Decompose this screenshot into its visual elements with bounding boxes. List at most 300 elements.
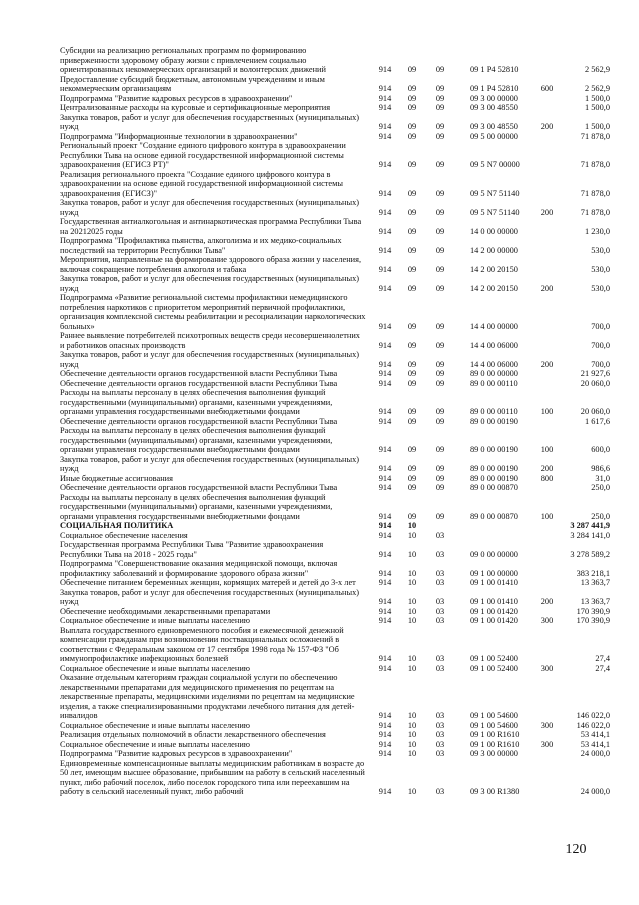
subsection-code: 09 xyxy=(435,245,445,255)
subsection-code: 03 xyxy=(435,597,445,606)
amount: 146 022,0 xyxy=(576,720,610,730)
amount: 3 287 441,9 xyxy=(570,521,610,530)
amount: 53 414,1 xyxy=(580,730,610,739)
section-code: 09 xyxy=(407,65,417,74)
item-name: Расходы на выплаты персоналу в целях обеспечения выполнения функций государственными (муниципальными) органами, казенными учреждениями, органами управления государственными внебюджетными фондами xyxy=(60,426,333,454)
table-row xyxy=(60,493,610,522)
item-name: Мероприятия, направленные на формирование здорового образа жизни у населения, включая сокращение потребления алкоголя и табака xyxy=(60,255,362,274)
subsection-code: 09 xyxy=(435,93,445,103)
ministry-code: 914 xyxy=(378,711,392,720)
subsection-code: 03 xyxy=(435,549,445,559)
section-code: 09 xyxy=(407,483,417,492)
table-row xyxy=(60,474,610,484)
target-article-code: 09 0 00 00000 xyxy=(470,549,518,559)
subsection-code: 09 xyxy=(435,84,445,93)
ministry-code: 914 xyxy=(378,65,392,74)
section-code: 09 xyxy=(407,340,417,350)
expense-type-code: 300 xyxy=(540,739,554,749)
table-row xyxy=(60,94,610,104)
expense-type-code: 100 xyxy=(540,407,554,416)
amount: 530,0 xyxy=(591,245,610,255)
target-article-code: 89 0 00 00190 xyxy=(470,464,518,473)
subsection-code: 09 xyxy=(435,321,445,331)
ministry-code: 914 xyxy=(378,445,392,454)
table-row xyxy=(60,588,610,607)
section-code: 10 xyxy=(407,606,417,616)
subsection-code: 03 xyxy=(435,578,445,587)
subsection-code: 09 xyxy=(435,131,445,141)
target-article-code: 09 1 00 R1610 xyxy=(470,730,520,739)
section-code: 09 xyxy=(407,122,417,131)
ministry-code: 914 xyxy=(378,739,392,749)
ministry-code: 914 xyxy=(378,226,392,236)
target-article-code: 89 0 00 00190 xyxy=(470,445,518,454)
amount: 53 414,1 xyxy=(580,739,610,749)
item-name: Закупка товаров, работ и услуг для обеспечения государственных (муниципальных) нужд xyxy=(60,198,360,217)
target-article-code: 14 0 00 00000 xyxy=(470,226,518,236)
ministry-code: 914 xyxy=(378,464,392,473)
target-article-code: 89 0 00 00190 xyxy=(470,416,518,426)
target-article-code: 09 3 00 48550 xyxy=(470,122,518,131)
target-article-code: 89 0 00 00870 xyxy=(470,511,518,521)
amount: 700,0 xyxy=(591,321,610,331)
target-article-code: 89 0 00 00110 xyxy=(470,407,518,416)
item-name: Подпрограмма "Профилактика пьянства, алкоголизма и их медико-социальных последствий на территории Республики Тыва" xyxy=(60,236,342,255)
section-code: 10 xyxy=(407,663,417,673)
amount: 250,0 xyxy=(591,483,610,492)
target-article-code: 89 0 00 00870 xyxy=(470,483,518,492)
ministry-code: 914 xyxy=(378,359,392,369)
table-row xyxy=(60,103,610,113)
subsection-code: 09 xyxy=(435,483,445,492)
item-name: Подпрограмма "Развитие кадровых ресурсов в здравоохранении" xyxy=(60,93,293,103)
subsection-code: 03 xyxy=(435,616,445,625)
item-name: Закупка товаров, работ и услуг для обеспечения государственных (муниципальных) нужд xyxy=(60,112,360,131)
table-row xyxy=(60,673,610,721)
subsection-code: 09 xyxy=(435,226,445,236)
amount: 530,0 xyxy=(591,283,610,293)
ministry-code: 914 xyxy=(378,616,392,625)
subsection-code: 03 xyxy=(435,749,445,758)
section-code: 10 xyxy=(407,521,417,530)
section-code: 10 xyxy=(407,549,417,559)
item-name: Региональный проект "Создание единого цифрового контура в здравоохранении Республики Тыва на основе единой государственной информационной системы здравоохранения (ЕГИСЗ РТ)" xyxy=(60,141,346,169)
table-row xyxy=(60,740,610,750)
page-number: 120 xyxy=(565,842,587,857)
table-row xyxy=(60,730,610,740)
table-row xyxy=(60,331,610,350)
ministry-code: 914 xyxy=(378,122,392,131)
subsection-code: 03 xyxy=(435,530,445,540)
item-name: Социальное обеспечение и иные выплаты населению xyxy=(60,616,251,625)
amount: 71 878,0 xyxy=(580,188,610,198)
subsection-code: 03 xyxy=(435,568,445,578)
item-name: Обеспечение деятельности органов государственной власти Республики Тыва xyxy=(60,378,338,388)
target-article-code: 09 1 00 52400 xyxy=(470,663,518,673)
item-name: Субсидии на реализацию региональных программ по формированию приверженности здоровому образу жизни с привлечением социально ориентированных некоммерческих организаций и волонтерских движений xyxy=(60,46,326,74)
item-name: Подпрограмма «Развитие региональной системы профилактики немедицинского потребления наркотиков с приоритетом мероприятий первичной профилактики, организация комплексной системы реабилитации и ресоциализации наркологических больных» xyxy=(60,293,366,331)
ministry-code: 914 xyxy=(378,264,392,274)
amount: 1 500,0 xyxy=(584,93,610,103)
ministry-code: 914 xyxy=(378,131,392,141)
table-row xyxy=(60,46,610,75)
section-code: 10 xyxy=(407,787,417,796)
ministry-code: 914 xyxy=(378,207,392,217)
ministry-code: 914 xyxy=(378,578,392,587)
amount: 71 878,0 xyxy=(580,131,610,141)
item-name: Закупка товаров, работ и услуг для обеспечения государственных (муниципальных) нужд xyxy=(60,350,360,369)
subsection-code: 09 xyxy=(435,160,445,169)
ministry-code: 914 xyxy=(378,321,392,331)
expense-type-code: 600 xyxy=(540,84,554,93)
table-row xyxy=(60,540,610,559)
table-row xyxy=(60,369,610,379)
item-name: Закупка товаров, работ и услуг для обеспечения государственных (муниципальных) нужд xyxy=(60,587,360,606)
table-row xyxy=(60,274,610,293)
subsection-code: 09 xyxy=(435,359,445,369)
item-name: Расходы на выплаты персоналу в целях обеспечения выполнения функций государственными (муниципальными) органами, казенными учреждениями, органами управления государственными внебюджетными фондами xyxy=(60,388,333,416)
target-article-code: 09 1 00 R1610 xyxy=(470,739,520,749)
item-name: Социальное обеспечение и иные выплаты населению xyxy=(60,663,251,673)
subsection-code: 03 xyxy=(435,720,445,730)
section-code: 09 xyxy=(407,378,417,388)
item-name: Иные бюджетные ассигнования xyxy=(60,473,173,483)
subsection-code: 09 xyxy=(435,464,445,473)
ministry-code: 914 xyxy=(378,84,392,93)
target-article-code: 14 4 00 06000 xyxy=(470,340,518,350)
section-code: 09 xyxy=(407,245,417,255)
target-article-code: 09 1 00 54600 xyxy=(470,711,518,720)
item-name: Подпрограмма "Совершенствование оказания медицинской помощи, включая профилактику заболеваний и формирование здорового образа жизни" xyxy=(60,559,338,578)
section-code: 09 xyxy=(407,464,417,473)
item-name: Раннее выявление потребителей психотропных веществ среди несовершеннолетних и работников опасных производств xyxy=(60,331,360,350)
amount: 3 284 141,0 xyxy=(570,530,610,540)
target-article-code: 09 3 00 00000 xyxy=(470,749,518,758)
target-article-code: 09 1 00 01420 xyxy=(470,606,518,616)
table-row xyxy=(60,388,610,417)
amount: 13 363,7 xyxy=(580,597,610,606)
target-article-code: 89 0 00 00110 xyxy=(470,378,518,388)
target-article-code: 09 3 00 R1380 xyxy=(470,787,520,796)
expense-type-code: 100 xyxy=(540,445,554,454)
item-name: Социальное обеспечение и иные выплаты населению xyxy=(60,720,251,730)
budget-table xyxy=(60,46,610,797)
table-row xyxy=(60,417,610,427)
ministry-code: 914 xyxy=(378,245,392,255)
section-code: 10 xyxy=(407,739,417,749)
subsection-code: 09 xyxy=(435,369,445,378)
section-code: 09 xyxy=(407,226,417,236)
item-name: Закупка товаров, работ и услуг для обеспечения государственных (муниципальных) нужд xyxy=(60,454,360,473)
ministry-code: 914 xyxy=(378,93,392,103)
expense-type-code: 200 xyxy=(540,597,554,606)
ministry-code: 914 xyxy=(378,530,392,540)
amount: 170 390,9 xyxy=(576,606,610,616)
table-row xyxy=(60,664,610,674)
amount: 31,0 xyxy=(595,473,610,483)
section-code: 09 xyxy=(407,407,417,416)
amount: 383 218,1 xyxy=(576,568,610,578)
target-article-code: 89 0 00 00000 xyxy=(470,369,518,378)
table-row xyxy=(60,531,610,541)
subsection-code: 09 xyxy=(435,122,445,131)
target-article-code: 09 3 00 48550 xyxy=(470,103,518,112)
section-code: 10 xyxy=(407,530,417,540)
ministry-code: 914 xyxy=(378,606,392,616)
target-article-code: 09 1 00 01410 xyxy=(470,597,518,606)
section-code: 09 xyxy=(407,473,417,483)
item-name: СОЦИАЛЬНАЯ ПОЛИТИКА xyxy=(60,521,174,530)
table-row xyxy=(60,170,610,199)
target-article-code: 09 1 00 54600 xyxy=(470,720,518,730)
section-code: 10 xyxy=(407,749,417,758)
item-name: Обеспечение деятельности органов государственной власти Республики Тыва xyxy=(60,416,338,426)
target-article-code: 09 1 00 01410 xyxy=(470,578,518,587)
expense-type-code: 100 xyxy=(540,511,554,521)
amount: 20 060,0 xyxy=(580,378,610,388)
section-code: 09 xyxy=(407,93,417,103)
item-name: Предоставление субсидий бюджетным, автономным учреждениям и иным некоммерческим организациям xyxy=(60,74,325,93)
target-article-code: 14 4 00 00000 xyxy=(470,321,518,331)
table-row xyxy=(60,141,610,170)
ministry-code: 914 xyxy=(378,663,392,673)
amount: 250,0 xyxy=(591,511,610,521)
amount: 1 617,6 xyxy=(584,416,610,426)
section-code: 10 xyxy=(407,578,417,587)
amount: 2 562,9 xyxy=(584,84,610,93)
target-article-code: 14 2 00 20150 xyxy=(470,264,518,274)
amount: 1 500,0 xyxy=(584,103,610,112)
item-name: Государственная программа Республики Тыва "Развитие здравоохранения Республики Тыва на 2018 - 2025 годы" xyxy=(60,540,324,559)
table-row xyxy=(60,255,610,274)
section-code: 09 xyxy=(407,264,417,274)
table-row xyxy=(60,217,610,236)
item-name: Закупка товаров, работ и услуг для обеспечения государственных (муниципальных) нужд xyxy=(60,274,360,293)
amount: 986,6 xyxy=(591,464,610,473)
ministry-code: 914 xyxy=(378,340,392,350)
ministry-code: 914 xyxy=(378,749,392,758)
section-code: 10 xyxy=(407,730,417,739)
section-code: 09 xyxy=(407,416,417,426)
item-name: Подпрограмма "Развитие кадровых ресурсов в здравоохранении" xyxy=(60,749,293,758)
ministry-code: 914 xyxy=(378,103,392,112)
expense-type-code: 300 xyxy=(540,616,554,625)
section-code: 09 xyxy=(407,445,417,454)
target-article-code: 89 0 00 00190 xyxy=(470,473,518,483)
item-name: Социальное обеспечение и иные выплаты населению xyxy=(60,739,251,749)
subsection-code: 03 xyxy=(435,606,445,616)
section-code: 10 xyxy=(407,597,417,606)
expense-type-code: 300 xyxy=(540,720,554,730)
table-row xyxy=(60,578,610,588)
section-code: 09 xyxy=(407,369,417,378)
section-code: 09 xyxy=(407,321,417,331)
target-article-code: 09 5 N7 51140 xyxy=(470,188,520,198)
ministry-code: 914 xyxy=(378,483,392,492)
table-row xyxy=(60,626,610,664)
amount: 21 927,6 xyxy=(580,369,610,378)
section-code: 09 xyxy=(407,283,417,293)
table-row xyxy=(60,426,610,455)
ministry-code: 914 xyxy=(378,787,392,796)
expense-type-code: 800 xyxy=(540,473,554,483)
ministry-code: 914 xyxy=(378,407,392,416)
subsection-code: 09 xyxy=(435,283,445,293)
ministry-code: 914 xyxy=(378,160,392,169)
expense-type-code: 200 xyxy=(540,122,554,131)
section-code: 09 xyxy=(407,160,417,169)
target-article-code: 09 3 00 00000 xyxy=(470,93,518,103)
amount: 27,4 xyxy=(595,663,610,673)
table-row xyxy=(60,75,610,94)
amount: 24 000,0 xyxy=(580,749,610,758)
item-name: Централизованные расходы на курсовые и сертификационные мероприятия xyxy=(60,103,331,112)
ministry-code: 914 xyxy=(378,378,392,388)
ministry-code: 914 xyxy=(378,730,392,739)
table-row xyxy=(60,616,610,626)
table-row xyxy=(60,198,610,217)
amount: 27,4 xyxy=(595,654,610,663)
item-name: Государственная антиалкогольная и антинаркотическая программа Республики Тыва на 20212025 годы xyxy=(60,217,362,236)
ministry-code: 914 xyxy=(378,568,392,578)
ministry-code: 914 xyxy=(378,549,392,559)
subsection-code: 03 xyxy=(435,663,445,673)
ministry-code: 914 xyxy=(378,473,392,483)
amount: 700,0 xyxy=(591,340,610,350)
target-article-code: 09 1 P4 52810 xyxy=(470,65,519,74)
section-code: 09 xyxy=(407,188,417,198)
subsection-code: 03 xyxy=(435,739,445,749)
amount: 13 363,7 xyxy=(580,578,610,587)
section-code: 09 xyxy=(407,359,417,369)
item-name: Единовременные компенсационные выплаты медицинским работникам в возрасте до 50 лет, имеющим высшее образование, прибывшим на работу в сельский населенный пункт, либо рабочий поселок, либо поселок городского типа или переехавшим на работу в сельский населенный пункт, либо рабочий xyxy=(60,758,365,796)
amount: 24 000,0 xyxy=(580,787,610,796)
target-article-code: 09 5 N7 51140 xyxy=(470,207,520,217)
subsection-code: 03 xyxy=(435,711,445,720)
ministry-code: 914 xyxy=(378,654,392,663)
item-name: Обеспечение деятельности органов государственной власти Республики Тыва xyxy=(60,483,338,492)
table-row xyxy=(60,721,610,731)
amount: 530,0 xyxy=(591,264,610,274)
expense-type-code: 200 xyxy=(540,207,554,217)
amount: 71 878,0 xyxy=(580,160,610,169)
item-name: Оказание отдельным категориям граждан социальной услуги по обеспечению лекарственными препаратами для медицинского применения по рецептам на лекарственные препараты, медицинскими изделиями по рецептам на медицинские изделия, а также специализированными продуктами лечебного питания для детей-инвалидов xyxy=(60,673,355,720)
target-article-code: 14 4 00 06000 xyxy=(470,359,518,369)
amount: 170 390,9 xyxy=(576,616,610,625)
section-code: 09 xyxy=(407,84,417,93)
ministry-code: 914 xyxy=(378,369,392,378)
amount: 1 230,0 xyxy=(584,226,610,236)
subsection-code: 09 xyxy=(435,511,445,521)
table-row xyxy=(60,455,610,474)
item-name: Социальное обеспечение населения xyxy=(60,530,188,540)
ministry-code: 914 xyxy=(378,188,392,198)
section-code: 09 xyxy=(407,131,417,141)
item-name: Обеспечение питанием беременных женщин, кормящих матерей и детей до 3-х лет xyxy=(60,578,356,587)
item-name: Реализация отдельных полномочий в области лекарственного обеспечения xyxy=(60,730,326,739)
ministry-code: 914 xyxy=(378,521,392,530)
section-code: 10 xyxy=(407,616,417,625)
subsection-code: 03 xyxy=(435,787,445,796)
expense-type-code: 200 xyxy=(540,283,554,293)
amount: 20 060,0 xyxy=(580,407,610,416)
subsection-code: 09 xyxy=(435,378,445,388)
ministry-code: 914 xyxy=(378,283,392,293)
table-row xyxy=(60,236,610,255)
item-name: Выплата государственного единовременного пособия и ежемесячной денежной компенсации гражданам при возникновении поствакцинальных осложнений в соответствии с Федеральным законом от 17 сентября 1998 года № 157-ФЗ "Об иммунопрофилактике инфекционных болезней xyxy=(60,625,344,663)
amount: 700,0 xyxy=(591,359,610,369)
section-code: 10 xyxy=(407,711,417,720)
ministry-code: 914 xyxy=(378,511,392,521)
item-name: Расходы на выплаты персоналу в целях обеспечения выполнения функций государственными (муниципальными) органами, казенными учреждениями, органами управления государственными внебюджетными фондами xyxy=(60,492,333,521)
target-article-code: 09 1 00 52400 xyxy=(470,654,518,663)
subsection-code: 09 xyxy=(435,445,445,454)
ministry-code: 914 xyxy=(378,416,392,426)
item-name: Подпрограмма "Информационные технологии в здравоохранении" xyxy=(60,131,298,141)
expense-type-code: 200 xyxy=(540,464,554,473)
subsection-code: 09 xyxy=(435,103,445,112)
table-row xyxy=(60,749,610,759)
section-code: 09 xyxy=(407,103,417,112)
item-name: Реализация регионального проекта "Создание единого цифрового контура в здравоохранении на основе единой государственной информационной системы здравоохранения (ЕГИСЗ)" xyxy=(60,169,344,198)
item-name: Обеспечение деятельности органов государственной власти Республики Тыва xyxy=(60,369,338,378)
expense-type-code: 300 xyxy=(540,663,554,673)
table-row xyxy=(60,379,610,389)
subsection-code: 09 xyxy=(435,473,445,483)
amount: 2 562,9 xyxy=(584,65,610,74)
amount: 71 878,0 xyxy=(580,207,610,217)
subsection-code: 03 xyxy=(435,654,445,663)
section-code: 09 xyxy=(407,511,417,521)
section-code: 09 xyxy=(407,207,417,217)
table-row xyxy=(60,559,610,578)
target-article-code: 09 1 00 00000 xyxy=(470,568,518,578)
expense-type-code: 200 xyxy=(540,359,554,369)
subsection-code: 09 xyxy=(435,188,445,198)
section-code: 10 xyxy=(407,568,417,578)
table-row xyxy=(60,759,610,797)
target-article-code: 09 5 00 00000 xyxy=(470,131,518,141)
table-row xyxy=(60,521,610,531)
amount: 146 022,0 xyxy=(576,711,610,720)
section-code: 10 xyxy=(407,720,417,730)
amount: 3 278 589,2 xyxy=(570,549,610,559)
amount: 1 500,0 xyxy=(584,122,610,131)
target-article-code: 14 2 00 00000 xyxy=(470,245,518,255)
subsection-code: 03 xyxy=(435,730,445,739)
ministry-code: 914 xyxy=(378,597,392,606)
subsection-code: 09 xyxy=(435,340,445,350)
target-article-code: 09 5 N7 00000 xyxy=(470,160,520,169)
item-name: Обеспечение необходимыми лекарственными препаратами xyxy=(60,606,271,616)
table-row xyxy=(60,293,610,331)
subsection-code: 09 xyxy=(435,416,445,426)
subsection-code: 09 xyxy=(435,207,445,217)
table-row xyxy=(60,113,610,132)
target-article-code: 14 2 00 20150 xyxy=(470,283,518,293)
subsection-code: 09 xyxy=(435,407,445,416)
target-article-code: 09 1 00 01420 xyxy=(470,616,518,625)
target-article-code: 09 1 P4 52810 xyxy=(470,84,519,93)
table-row xyxy=(60,607,610,617)
table-row xyxy=(60,483,610,493)
subsection-code: 09 xyxy=(435,65,445,74)
table-row xyxy=(60,132,610,142)
ministry-code: 914 xyxy=(378,720,392,730)
section-code: 10 xyxy=(407,654,417,663)
subsection-code: 09 xyxy=(435,264,445,274)
amount: 600,0 xyxy=(591,445,610,454)
